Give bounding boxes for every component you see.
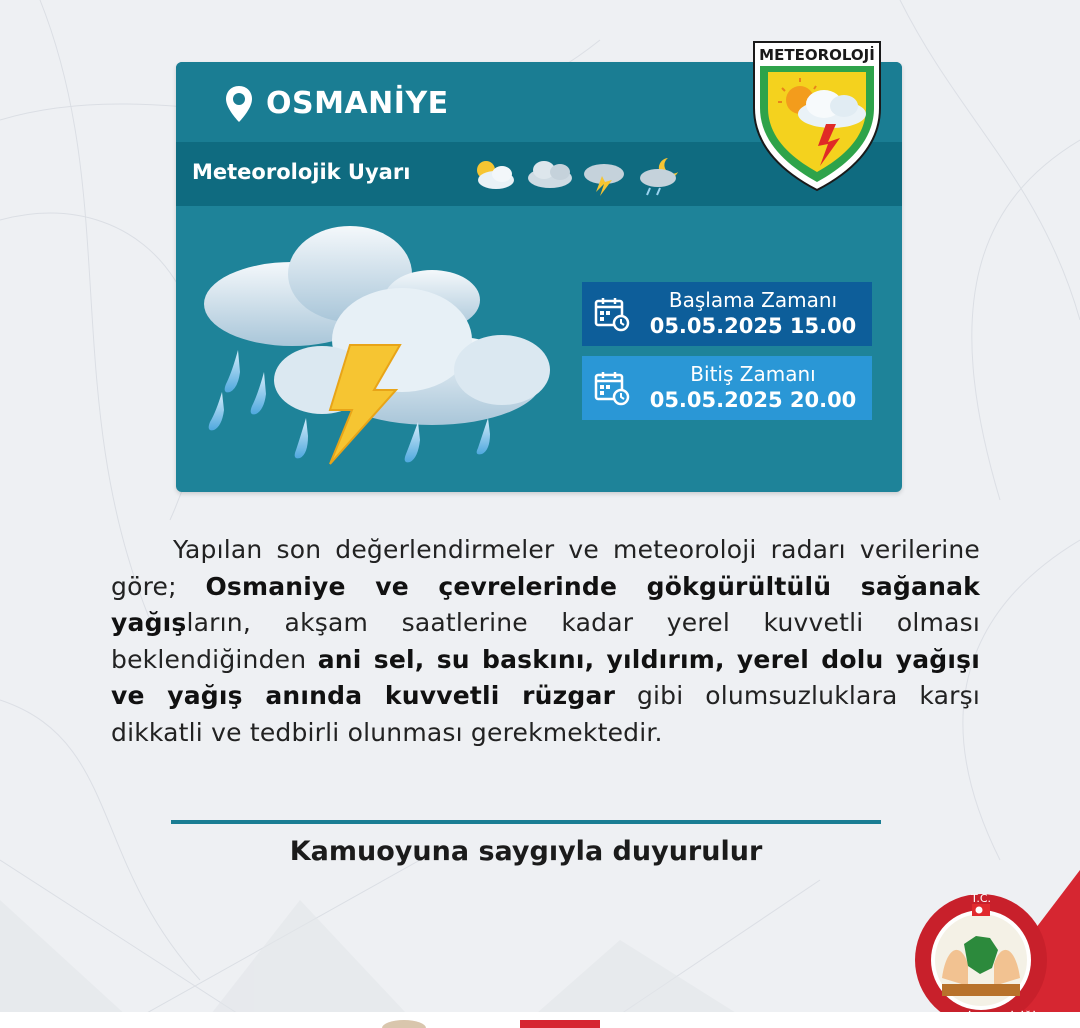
city-name: OSMANİYE: [266, 86, 449, 121]
announcement-body: [111, 532, 980, 751]
osmaniye-valiligi-seal: [906, 888, 1056, 1028]
body-bold-2: ani sel, su baskını, yıldırım, yerel dolu yağışı ve yağış anında kuvvetli rüzgar: [111, 644, 980, 710]
start-time-box: [582, 282, 872, 346]
start-time-label: Başlama Zamanı: [668, 288, 838, 312]
bottom-logo-strip: [0, 1012, 1080, 1028]
warning-title: Meteorolojik Uyarı: [192, 160, 411, 184]
weather-icons-row: [472, 152, 692, 198]
body-bold-1: Osmaniye ve çevrelerinde gökgürültülü sağanak yağış: [111, 571, 980, 637]
sun-cloud-icon: [477, 161, 514, 189]
calendar-clock-icon: [594, 296, 630, 332]
body-text-3: gibi olumsuzluklara karşı dikkatli ve tedbirli olunması gerekmektedir.: [111, 681, 980, 747]
location-pin-icon: [224, 84, 254, 124]
end-time-value: 05.05.2025 20.00: [649, 388, 857, 412]
end-time-box: [582, 356, 872, 420]
cloud-icon: [528, 161, 572, 188]
body-text-1: Yapılan son değerlendirmeler ve meteoroloji radarı verilerine göre;: [111, 535, 980, 601]
storm-cloud-icon: [584, 164, 624, 196]
svg-text:METEOROLOJİ: METEOROLOJİ: [759, 46, 875, 64]
moon-rain-icon: [640, 158, 678, 195]
closing-statement: Kamuoyuna saygıyla duyurulur: [289, 836, 763, 867]
body-text-2: ların, akşam saatlerine kadar yerel kuvvetli olması beklendiğinden: [111, 608, 980, 674]
calendar-clock-icon: [594, 370, 630, 406]
divider-line: [171, 820, 881, 824]
thunderstorm-icon: [202, 222, 552, 472]
start-time-value: 05.05.2025 15.00: [649, 314, 857, 338]
end-time-label: Bitiş Zamanı: [690, 362, 816, 386]
meteoroloji-logo: [748, 38, 886, 192]
seal-top-text: T.C.: [970, 892, 992, 905]
